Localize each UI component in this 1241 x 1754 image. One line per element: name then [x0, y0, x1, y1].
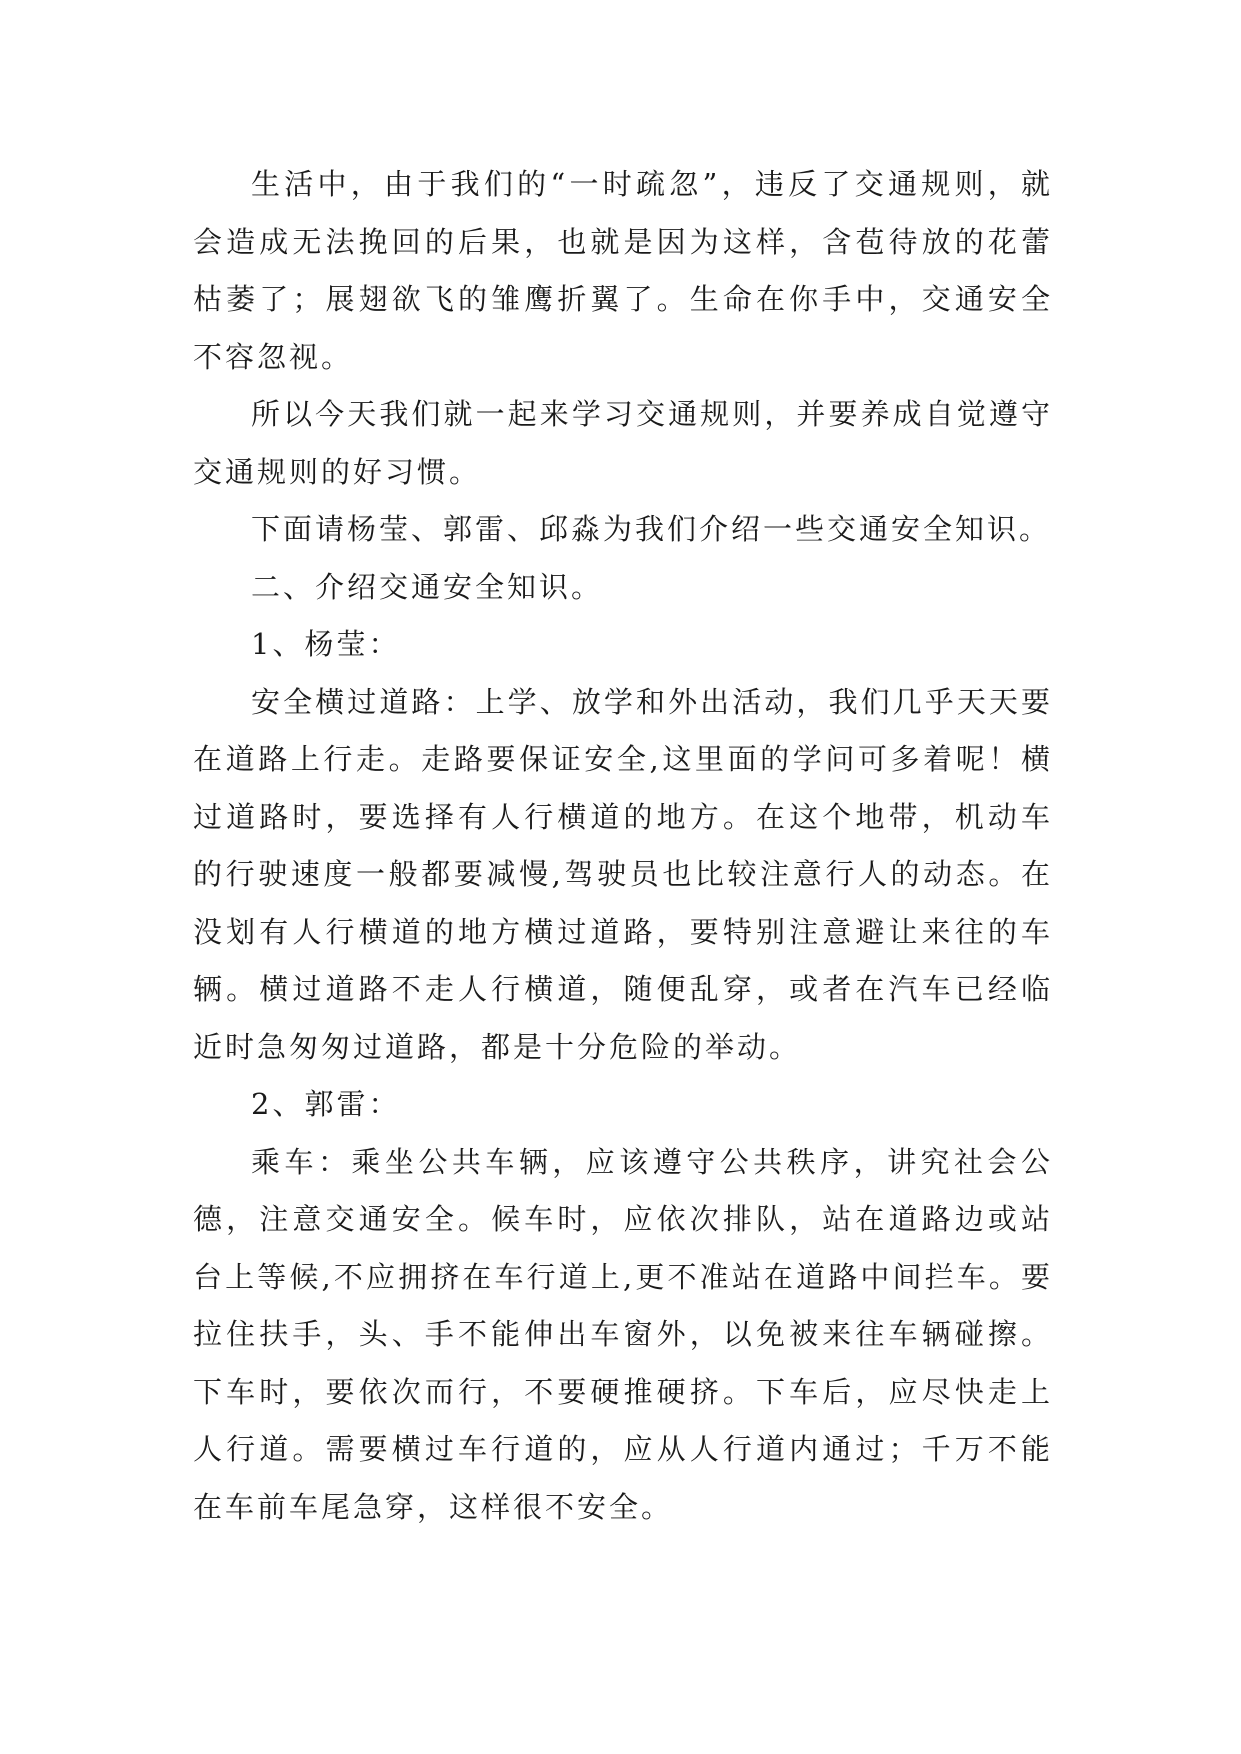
- paragraph-riding-bus: 乘车：乘坐公共车辆，应该遵守公共秩序，讲究社会公德，注意交通安全。候车时，应依次排队，站在道路边或站台上等候,不应拥挤在车行道上,更不准站在道路中间拦车。要拉住扶手，头、手不能伸出车窗外，以免被来往车辆碰擦。下车时，要依次而行，不要硬推硬挤。下车后，应尽快走上人行道。需要横过车行道的，应从人行道内通过；千万不能在车前车尾急穿，这样很不安全。: [193, 1144, 1053, 1524]
- paragraph-crossing-road: 安全横过道路：上学、放学和外出活动，我们几乎天天要在道路上行走。走路要保证安全,这里面的学问可多着呢！横过道路时，要选择有人行横道的地方。在这个地带，机动车的行驶速度一般都要减慢,驾驶员也比较注意行人的动态。在没划有人行横道的地方横过道路，要特别注意避让来往的车辆。横过道路不走人行横道，随便乱穿，或者在汽车已经临近时急匆匆过道路，都是十分危险的举动。: [193, 684, 1053, 1064]
- speaker-2-heading: 2、郭雷：: [251, 1087, 401, 1121]
- paragraph-introduce-speakers: 下面请杨莹、郭雷、邱淼为我们介绍一些交通安全知识。: [251, 512, 1052, 546]
- speaker-1-heading: 1、杨莹：: [251, 627, 401, 661]
- section-heading-2: 二、介绍交通安全知识。: [251, 569, 604, 604]
- paragraph-learn-rules: 所以今天我们就一起来学习交通规则，并要养成自觉遵守交通规则的好习惯。: [193, 397, 1053, 489]
- paragraph-intro: 生活中，由于我们的“一时疏忽”，违反了交通规则，就会造成无法挽回的后果，也就是因为这样，含苞待放的花蕾枯萎了；展翅欲飞的雏鹰折翼了。生命在你手中，交通安全不容忽视。: [193, 167, 1053, 374]
- document-body: [193, 156, 1053, 1536]
